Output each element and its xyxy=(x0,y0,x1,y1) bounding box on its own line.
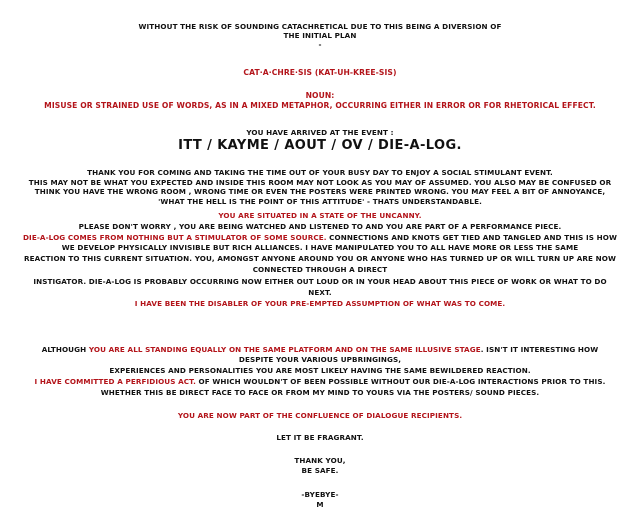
intro-line-1: WITHOUT THE RISK OF SOUNDING CATACHRETICAL DUE TO THIS BEING A DIVERSION OF xyxy=(138,22,502,31)
body1-line-9: REACTION TO THIS CURRENT SITUATION. YOU, AMONGST ANYONE AROUND YOU OR ANYONE WHO HAS TURNED UP OR WILL TURN UP ARE NOW xyxy=(24,254,616,263)
body1-line-6: PLEASE DON'T WORRY , YOU ARE BEING WATCHED AND LISTENED TO AND YOU ARE PART OF A PERFORMANCE PIECE. xyxy=(78,222,562,231)
body2-line-4 xyxy=(6,377,634,386)
body1-line-8: WE DEVELOP PHYSICALLY INVISIBLE BUT RICH ALLIANCES. I HAVE MANIPULATED YOU TO ALL HAVE MORE OR LESS THE SAME xyxy=(61,243,579,252)
definition-pronunciation: CAT·A·CHRE·SIS (KAT-UH-KREE-SIS) xyxy=(243,68,397,77)
body1-line-7 xyxy=(6,233,634,242)
intro-line-2: THE INITIAL PLAN xyxy=(283,31,357,40)
signature-initial: M xyxy=(316,500,324,509)
body2-line-1-end: . ISN'T IT INTERESTING HOW xyxy=(480,345,599,354)
body2-line-1-start: ALTHOUGH xyxy=(41,345,89,354)
body1-line-12: NEXT. xyxy=(308,288,332,297)
byebye-line: -BYEBYE- xyxy=(301,490,339,499)
body1-line-7-rest: CONNECTIONS AND KNOTS GET TIED AND TANGLED AND THIS IS HOW xyxy=(326,233,618,242)
body2-line-1 xyxy=(6,345,634,354)
body1-line-1: THANK YOU FOR COMING AND TAKING THE TIME OUT OF YOUR BUSY DAY TO ENJOY A SOCIAL STIMULANT EVENT. xyxy=(87,168,553,177)
definition-part-of-speech: NOUN: xyxy=(305,91,335,100)
body2-line-2: DESPITE YOUR VARIOUS UPBRINGINGS, xyxy=(238,355,402,364)
body2-line-4-highlight: I HAVE COMMITTED A PERFIDIOUS ACT. xyxy=(34,377,196,386)
body1-line-4: 'WHAT THE HELL IS THE POINT OF THIS ATTITUDE' - THATS UNDERSTANDABLE. xyxy=(158,197,482,206)
safe-line: BE SAFE. xyxy=(301,466,339,475)
body2-line-5: WHETHER THIS BE DIRECT FACE TO FACE OR FROM MY MIND TO YOURS VIA THE POSTERS/ SOUND PIECES. xyxy=(100,388,540,397)
body1-line-7-highlight: DIE-A-LOG COMES FROM NOTHING BUT A STIMULATOR OF SOME SOURCE. xyxy=(22,233,327,242)
body2-line-3: EXPERIENCES AND PERSONALITIES YOU ARE MOST LIKELY HAVING THE SAME BEWILDERED REACTION. xyxy=(109,366,531,375)
body1-line-2: THIS MAY NOT BE WHAT YOU EXPECTED AND INSIDE THIS ROOM MAY NOT LOOK AS YOU MAY OF ASSUMED. YOU ALSO MAY BE CONFUSED OR xyxy=(28,178,612,187)
body2-line-4-rest: OF WHICH WOULDN'T OF BEEN POSSIBLE WITHOUT OUR DIE-A-LOG INTERACTIONS PRIOR TO THIS. xyxy=(195,377,606,386)
body2-line-1-highlight: YOU ARE ALL STANDING EQUALLY ON THE SAME PLATFORM AND ON THE SAME ILLUSIVE STAGE xyxy=(88,345,481,354)
event-title: ITT / KAYME / AOUT / OV / DIE-A-LOG. xyxy=(178,138,462,153)
confluence-line: YOU ARE NOW PART OF THE CONFLUENCE OF DIALOGUE RECIPIENTS. xyxy=(177,411,463,420)
thanks-line: THANK YOU, xyxy=(294,456,346,465)
body1-line-10: CONNECTED THROUGH A DIRECT xyxy=(252,265,388,274)
body1-line-13: I HAVE BEEN THE DISABLER OF YOUR PRE-EMPTED ASSUMPTION OF WHAT WAS TO COME. xyxy=(134,299,506,308)
body1-line-11: INSTIGATOR. DIE-A-LOG IS PROBABLY OCCURRING NOW EITHER OUT LOUD OR IN YOUR HEAD ABOUT THIS PIECE OF WORK OR WHAT TO DO xyxy=(33,277,607,286)
body1-line-5: YOU ARE SITUATED IN A STATE OF THE UNCANNY. xyxy=(218,211,422,220)
intro-dash: - xyxy=(318,40,322,49)
arrival-line: YOU HAVE ARRIVED AT THE EVENT : xyxy=(246,128,394,137)
body1-line-3: THINK YOU HAVE THE WRONG ROOM , WRONG TIME OR EVEN THE POSTERS WERE PRINTED WRONG. YOU MAY FEEL A BIT OF ANNOYANCE, xyxy=(34,187,606,196)
fragrant-line: LET IT BE FRAGRANT. xyxy=(276,433,364,442)
definition-meaning: MISUSE OR STRAINED USE OF WORDS, AS IN A MIXED METAPHOR, OCCURRING EITHER IN ERROR OR FOR RHETORICAL EFFECT. xyxy=(44,101,596,110)
